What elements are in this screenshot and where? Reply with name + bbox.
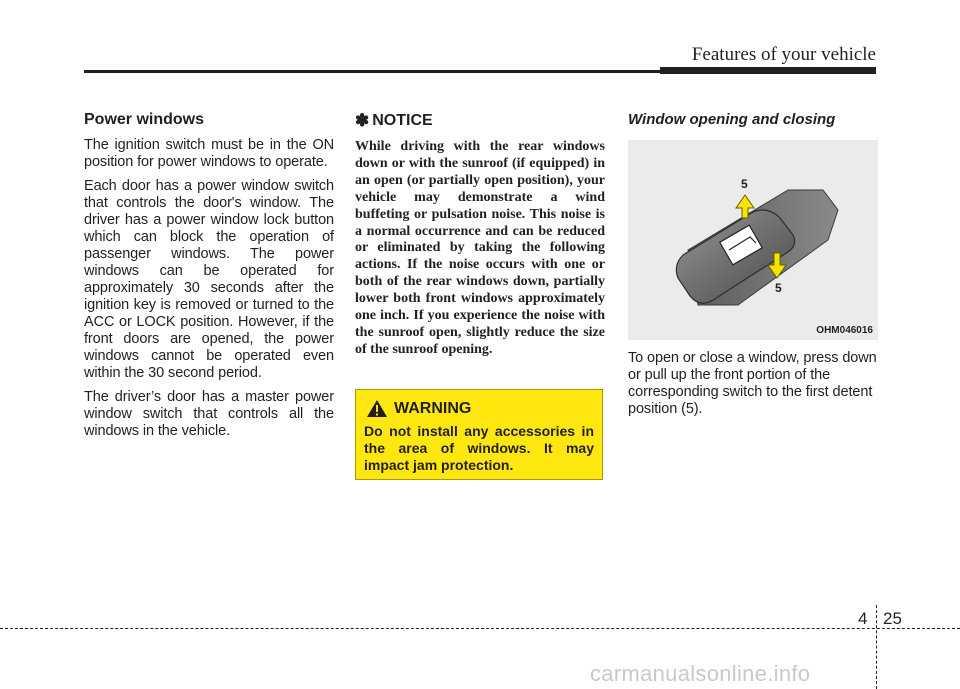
notice-title: NOTICE [372, 112, 433, 129]
page-header-title: Features of your vehicle [691, 44, 876, 65]
footer-rule [0, 628, 960, 629]
warning-text: Do not install any accessories in the area of windows. It may impact jam protection. [364, 423, 594, 473]
paragraph: The driver’s door has a master power window switch that controls all the windows in the vehicle. [84, 389, 334, 439]
notice-text: While driving with the rear windows down or with the sunroof (if equipped) in an open (or partially open position), your vehicle may demonstrate a wind buffeting or pulsation noise. This noise is a normal occurrence and can be reduced or eliminated by taking the following actions. If the noise occurs with one or both of the rear windows down, partially lower both front windows approximately one inch. If you experience the noise with the sunroof open, slightly reduce the size of the sunroof opening. [355, 139, 605, 357]
column-notice [355, 108, 605, 359]
footer-divider [876, 605, 877, 689]
section-heading-power-windows: Power windows [84, 111, 205, 128]
column-power-windows [84, 108, 334, 447]
warning-title: WARNING [394, 399, 472, 417]
warning-heading [366, 399, 594, 418]
warning-box [355, 389, 603, 480]
section-heading-window-opening: Window opening and closing [628, 111, 836, 128]
figure-code: OHM046016 [816, 325, 873, 336]
page-number: 25 [883, 609, 902, 628]
paragraph: To open or close a window, press down or pull up the front portion of the corresponding switch to the first detent position (5). [628, 350, 877, 417]
notice-heading [355, 111, 605, 131]
header-rule-accent [660, 67, 876, 74]
chapter-number: 4 [858, 609, 868, 628]
figure-label-up: 5 [741, 177, 748, 191]
watermark-link[interactable]: carmanualsonline.info [590, 661, 811, 686]
window-switch-illustration [628, 140, 878, 340]
paragraph: The ignition switch must be in the ON position for power windows to operate. [84, 137, 334, 170]
window-switch-figure [628, 140, 878, 340]
column-window-opening [628, 108, 878, 425]
warning-triangle-icon [366, 399, 388, 418]
paragraph: Each door has a power window switch that controls the door's window. The driver has a power window lock button which can block the operation of passenger windows. The power windows can be operated for approximately 30 seconds after the ignition key is removed or turned to the ACC or LOCK position. However, if the front doors are opened, the power windows cannot be operated even within the 30 second period. [84, 178, 334, 381]
notice-star-icon: ✽ [355, 111, 370, 130]
figure-label-down: 5 [775, 281, 782, 295]
